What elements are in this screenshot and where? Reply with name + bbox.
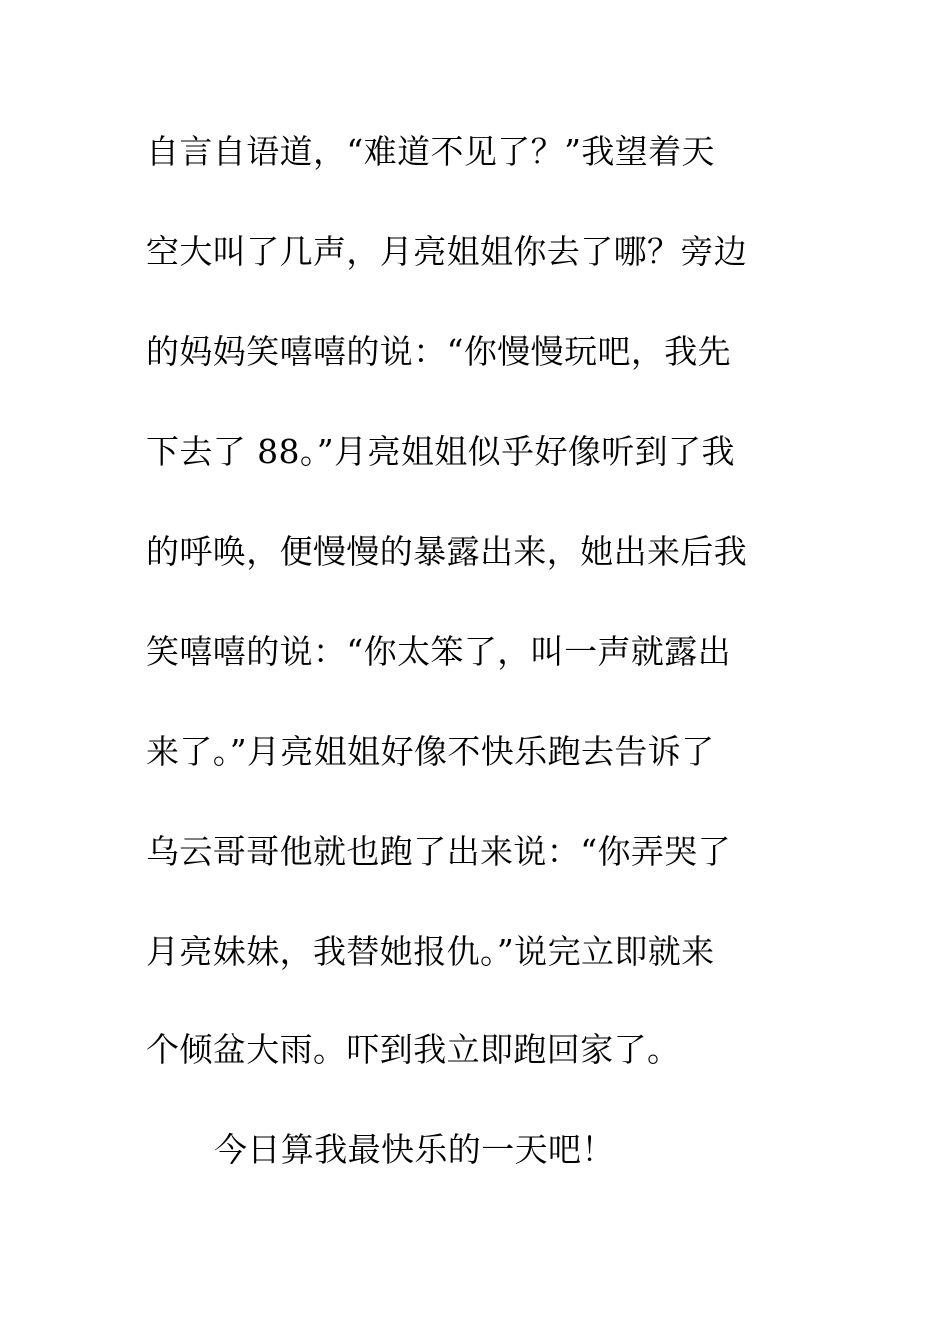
text-line-10: 个倾盆大雨。吓到我立即跑回家了。 (146, 1030, 681, 1069)
text-line-2: 空大叫了几声，月亮姐姐你去了哪？旁边 (146, 232, 748, 271)
text-line-7: 来了。”月亮姐姐好像不快乐跑去告诉了 (146, 732, 715, 771)
text-line-3: 的妈妈笑嘻嘻的说：“你慢慢玩吧，我先 (146, 332, 732, 371)
text-line-4: 下去了 88。”月亮姐姐似乎好像听到了我 (146, 432, 735, 471)
text-line-9: 月亮妹妹，我替她报仇。”说完立即就来 (146, 932, 715, 971)
text-line-1: 自言自语道，“难道不见了？”我望着天 (146, 132, 715, 171)
text-line-6: 笑嘻嘻的说：“你太笨了，叫一声就露出 (146, 632, 732, 671)
closing-paragraph: 今日算我最快乐的一天吧！ (214, 1130, 615, 1169)
text-line-8: 乌云哥哥他就也跑了出来说：“你弄哭了 (146, 832, 732, 871)
text-line-5: 的呼唤，便慢慢的暴露出来，她出来后我 (146, 532, 748, 571)
